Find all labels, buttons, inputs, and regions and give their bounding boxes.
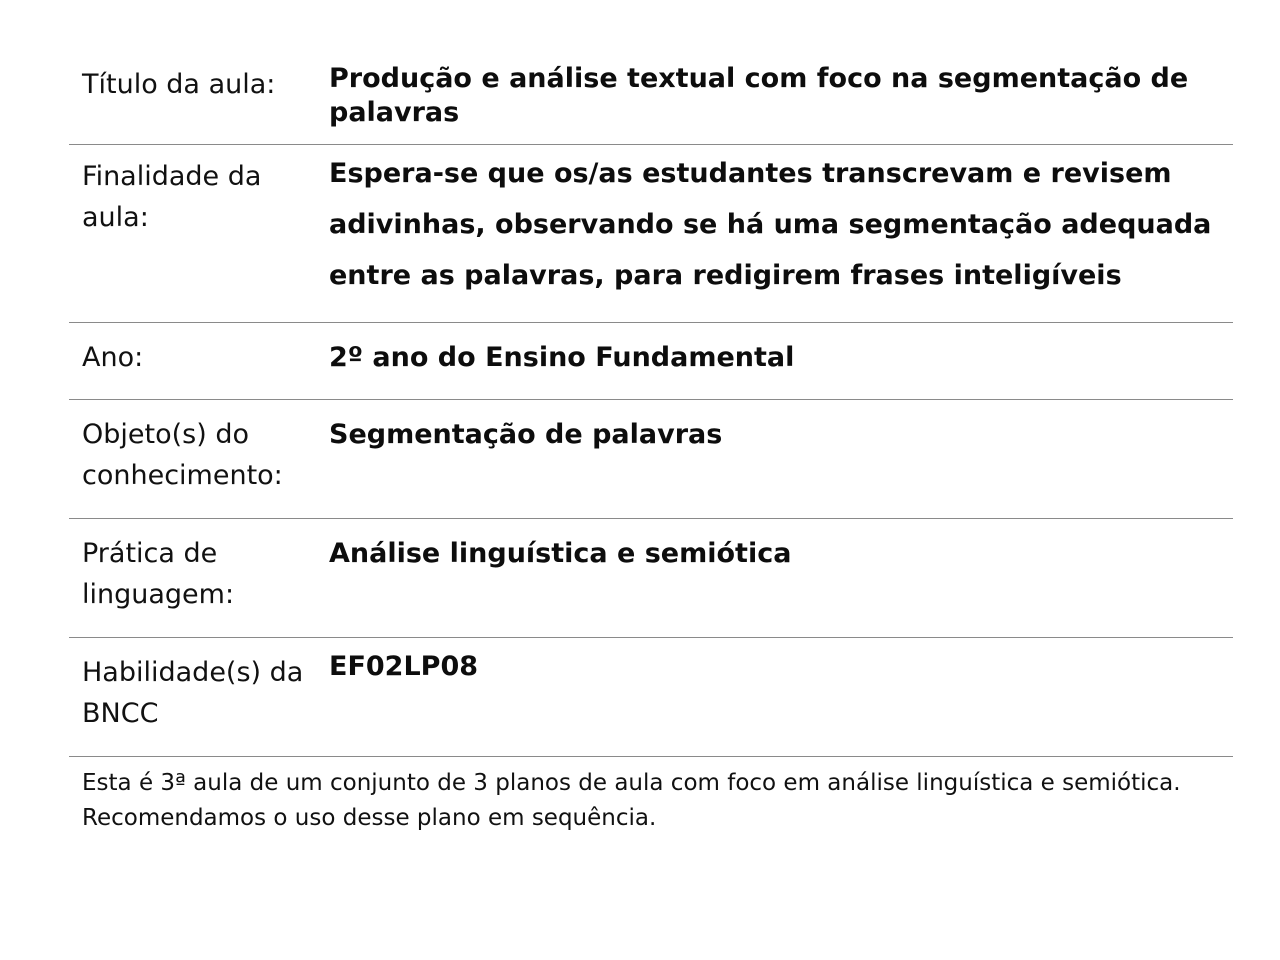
value-titulo: Produção e análise textual com foco na segmentação de palavras xyxy=(329,63,1189,128)
label-habilidade: Habilidade(s) da BNCC xyxy=(82,657,304,729)
value-ano: 2º ano do Ensino Fundamental xyxy=(329,342,795,373)
value-finalidade: Espera-se que os/as estudantes transcrevam e revisem adivinhas, observando se há uma segmentação adequada entre as palavras, para redigirem frases inteligíveis xyxy=(329,158,1212,291)
label-titulo: Título da aula: xyxy=(82,69,276,100)
lesson-info-table xyxy=(69,48,1233,757)
row-titulo xyxy=(69,48,1233,145)
value-pratica: Análise linguística e semiótica xyxy=(329,538,792,569)
label-objeto: Objeto(s) do conhecimento: xyxy=(82,419,283,491)
row-finalidade xyxy=(69,145,1233,323)
sequence-note: Esta é 3ª aula de um conjunto de 3 planos de aula com foco em análise linguística e semiótica. Recomendamos o uso desse plano em sequência. xyxy=(82,770,1181,831)
value-habilidade: EF02LP08 xyxy=(329,651,479,682)
label-ano: Ano: xyxy=(82,342,144,373)
value-objeto: Segmentação de palavras xyxy=(329,419,723,450)
row-pratica xyxy=(69,519,1233,638)
label-pratica: Prática de linguagem: xyxy=(82,538,235,610)
row-objeto xyxy=(69,400,1233,519)
row-ano xyxy=(69,323,1233,400)
label-finalidade: Finalidade da aula: xyxy=(82,161,262,233)
row-habilidade xyxy=(69,638,1233,757)
